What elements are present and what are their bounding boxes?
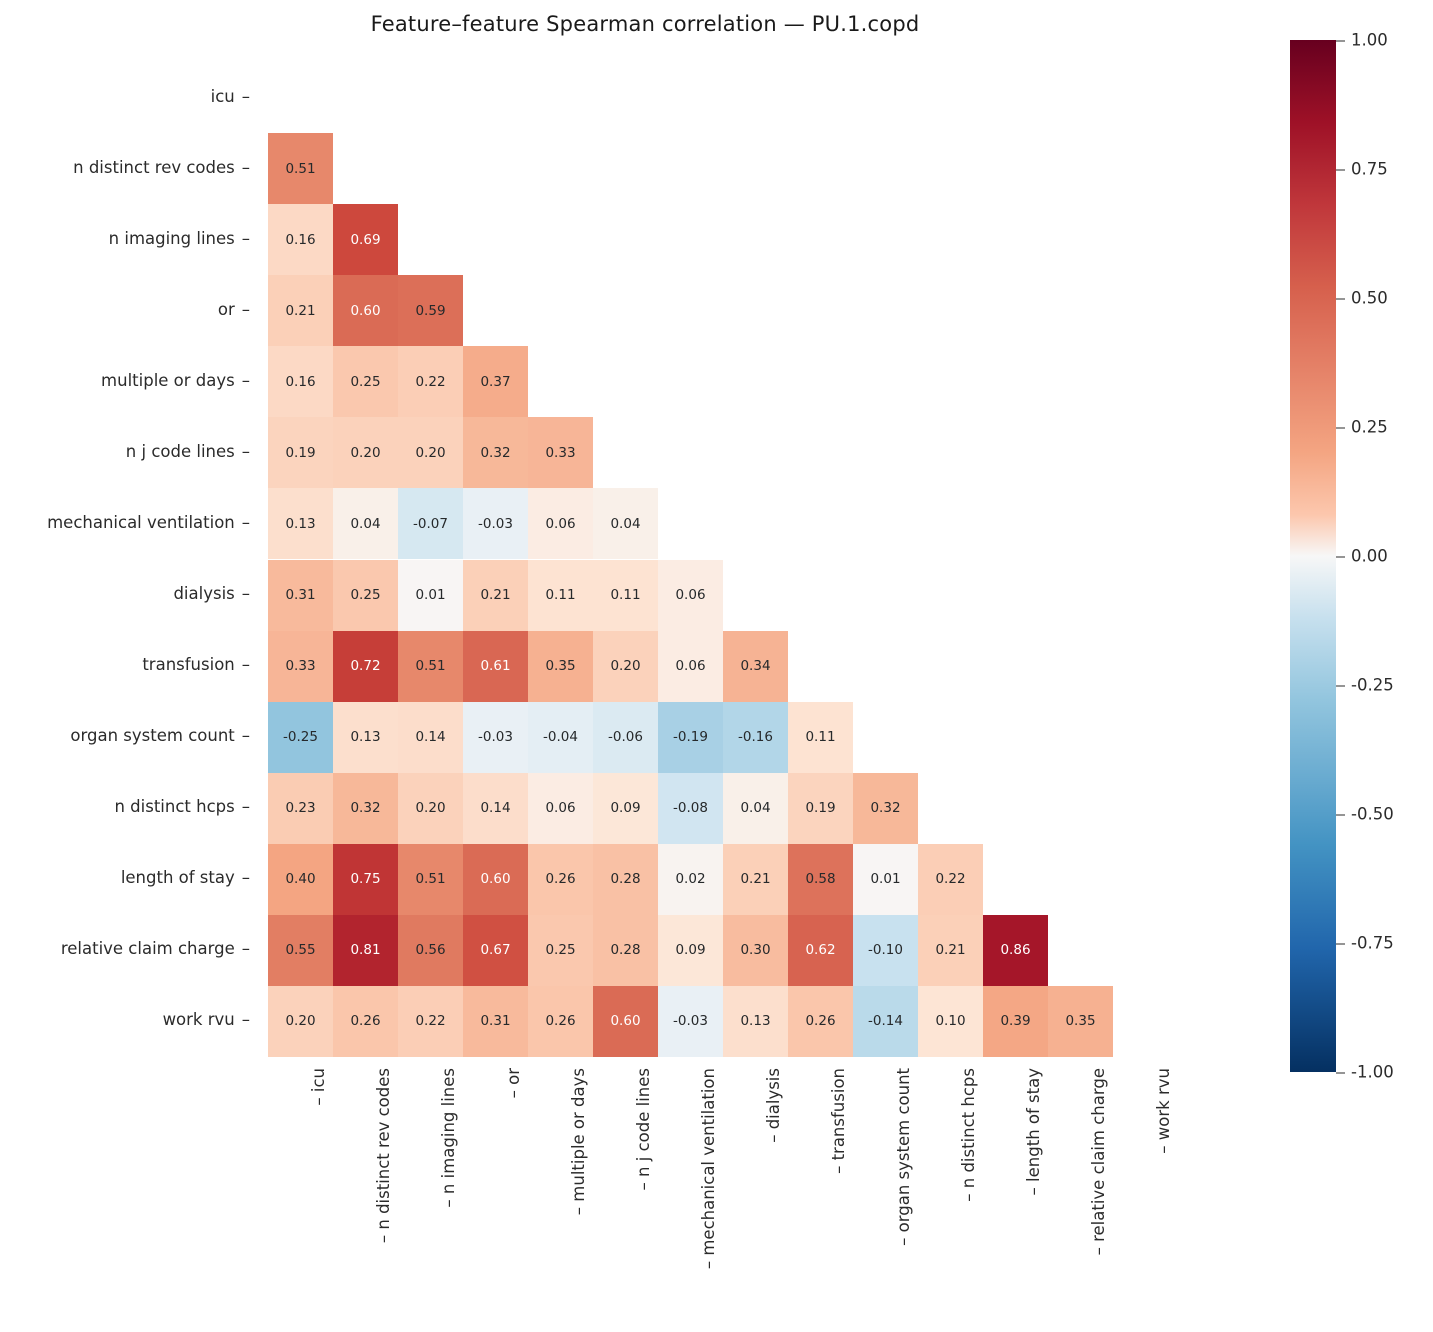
heatmap-cell: 0.26 (333, 986, 398, 1057)
heatmap-cell: 0.25 (333, 560, 398, 631)
colorbar-tick-label: 0.50 (1336, 289, 1388, 308)
heatmap-cell: 0.11 (788, 702, 853, 773)
heatmap-cell: 0.11 (593, 560, 658, 631)
y-axis-tick-label: mechanical ventilation – (47, 512, 250, 532)
heatmap-cell: 0.01 (398, 560, 463, 631)
heatmap-cell: 0.16 (268, 204, 333, 275)
colorbar-tick-label: 0.00 (1336, 547, 1388, 566)
x-axis-tick-label: – icu (308, 1068, 328, 1106)
y-axis-tick-label: organ system count – (70, 726, 250, 746)
heatmap-cell: 0.09 (593, 773, 658, 844)
heatmap-cell: 0.51 (398, 631, 463, 702)
x-axis-tick-label: – n distinct hcps (958, 1068, 978, 1202)
heatmap-cell: 0.31 (268, 560, 333, 631)
heatmap-cell: 0.19 (268, 417, 333, 488)
x-axis-tick-label: – n j code lines (633, 1068, 653, 1191)
heatmap-cell: 0.33 (268, 631, 333, 702)
heatmap-cell: 0.28 (593, 844, 658, 915)
chart-title: Feature–feature Spearman correlation — PU.1.copd (370, 12, 920, 36)
heatmap-cell: 0.06 (528, 773, 593, 844)
colorbar-tick-label: -0.75 (1336, 934, 1394, 953)
heatmap-cell: 0.13 (723, 986, 788, 1057)
heatmap-cell: 0.04 (593, 488, 658, 559)
heatmap-cell: 0.60 (333, 275, 398, 346)
x-axis-tick-label: – transfusion (828, 1068, 848, 1174)
heatmap-cell: 0.32 (333, 773, 398, 844)
y-axis-tick-label: relative claim charge – (60, 939, 250, 959)
heatmap-cell: 0.33 (528, 417, 593, 488)
x-axis-tick-label: – organ system count (893, 1068, 913, 1246)
colorbar-tick-label: -0.50 (1336, 805, 1394, 824)
heatmap-cell: 0.20 (593, 631, 658, 702)
heatmap-cell: 0.19 (788, 773, 853, 844)
heatmap-cell: 0.13 (268, 488, 333, 559)
y-axis-tick-label: dialysis – (173, 584, 250, 604)
y-axis-tick-label: or – (217, 299, 250, 319)
heatmap-cell: -0.08 (658, 773, 723, 844)
y-axis-tick-label: work rvu – (162, 1010, 250, 1030)
heatmap-cell: 0.20 (398, 773, 463, 844)
colorbar-tick-label: 0.75 (1336, 160, 1388, 179)
y-axis-tick-label: transfusion – (142, 655, 250, 675)
x-axis-tick-label: – relative claim charge (1088, 1068, 1108, 1256)
heatmap-cell: 0.26 (788, 986, 853, 1057)
heatmap-cell: 0.60 (463, 844, 528, 915)
heatmap-cell: 0.21 (463, 560, 528, 631)
heatmap-cell: 0.04 (333, 488, 398, 559)
heatmap-cell: -0.10 (853, 915, 918, 986)
heatmap-cell: 0.32 (463, 417, 528, 488)
heatmap-cell: 0.39 (983, 986, 1048, 1057)
heatmap-cell: 0.58 (788, 844, 853, 915)
heatmap-cell: 0.35 (1048, 986, 1113, 1057)
heatmap-cell: -0.04 (528, 702, 593, 773)
heatmap-cell: 0.30 (723, 915, 788, 986)
x-axis-tick-label: – length of stay (1023, 1068, 1043, 1196)
heatmap-cell: 0.72 (333, 631, 398, 702)
y-axis-tick-label: length of stay – (120, 868, 250, 888)
heatmap-cell: 0.10 (918, 986, 983, 1057)
heatmap-cell: 0.04 (723, 773, 788, 844)
heatmap-cell: 0.14 (398, 702, 463, 773)
heatmap-cell: 0.14 (463, 773, 528, 844)
heatmap-cell: 0.22 (398, 346, 463, 417)
heatmap-cell: 0.11 (528, 560, 593, 631)
heatmap-cell: 0.81 (333, 915, 398, 986)
heatmap-cell: 0.61 (463, 631, 528, 702)
x-axis-tick-label: – or (503, 1068, 523, 1099)
heatmap-cell: -0.03 (658, 986, 723, 1057)
heatmap-cell: -0.03 (463, 702, 528, 773)
heatmap-cell: 0.25 (333, 346, 398, 417)
heatmap-cell: 0.09 (658, 915, 723, 986)
heatmap-cell: -0.16 (723, 702, 788, 773)
x-axis-tick-label: – n imaging lines (438, 1068, 458, 1208)
heatmap-cell: 0.34 (723, 631, 788, 702)
heatmap-cell: 0.55 (268, 915, 333, 986)
x-axis-tick-label: – mechanical ventilation (698, 1068, 718, 1270)
heatmap-cell: 0.56 (398, 915, 463, 986)
heatmap-cell: 0.59 (398, 275, 463, 346)
colorbar-gradient (1290, 40, 1336, 1072)
heatmap-cell: 0.22 (398, 986, 463, 1057)
heatmap-cell: 0.26 (528, 844, 593, 915)
heatmap-cell: 0.67 (463, 915, 528, 986)
heatmap-cell: 0.62 (788, 915, 853, 986)
x-axis-tick-label: – work rvu (1153, 1068, 1173, 1154)
heatmap-cell: -0.03 (463, 488, 528, 559)
heatmap-cell: 0.69 (333, 204, 398, 275)
heatmap-cell: 0.86 (983, 915, 1048, 986)
y-axis-tick-label: multiple or days – (101, 370, 250, 390)
heatmap-cell: 0.37 (463, 346, 528, 417)
y-axis-tick-label: icu – (210, 86, 250, 106)
heatmap-cell: -0.07 (398, 488, 463, 559)
x-axis-tick-label: – dialysis (763, 1068, 783, 1143)
heatmap-cell: -0.14 (853, 986, 918, 1057)
heatmap-cell: 0.40 (268, 844, 333, 915)
x-axis-tick-label: – n distinct rev codes (373, 1068, 393, 1244)
heatmap-cell: 0.21 (918, 915, 983, 986)
y-axis-tick-label: n distinct hcps – (114, 797, 250, 817)
heatmap-cell: 0.02 (658, 844, 723, 915)
heatmap-cell: 0.51 (398, 844, 463, 915)
heatmap-cell: 0.32 (853, 773, 918, 844)
heatmap-cell: 0.31 (463, 986, 528, 1057)
heatmap-cell: 0.25 (528, 915, 593, 986)
heatmap-cell: 0.20 (398, 417, 463, 488)
heatmap-cell: 0.06 (658, 631, 723, 702)
heatmap-cell: 0.21 (268, 275, 333, 346)
heatmap-cell: 0.01 (853, 844, 918, 915)
heatmap-cell: 0.21 (723, 844, 788, 915)
x-axis-tick-label: – multiple or days (568, 1068, 588, 1216)
heatmap-grid (268, 62, 1178, 1057)
colorbar-tick-label: 0.25 (1336, 418, 1388, 437)
colorbar-tick-label: -0.25 (1336, 676, 1394, 695)
y-axis-tick-label: n distinct rev codes – (73, 157, 250, 177)
y-axis-tick-label: n j code lines – (125, 441, 250, 461)
heatmap-cell: -0.25 (268, 702, 333, 773)
heatmap-cell: 0.51 (268, 133, 333, 204)
colorbar-tick-label: -1.00 (1336, 1063, 1394, 1082)
heatmap-cell: 0.26 (528, 986, 593, 1057)
heatmap-cell: 0.28 (593, 915, 658, 986)
colorbar-tick-label: 1.00 (1336, 31, 1388, 50)
heatmap-cell: 0.22 (918, 844, 983, 915)
heatmap-cell: 0.06 (658, 560, 723, 631)
heatmap-cell: 0.06 (528, 488, 593, 559)
heatmap-cell: -0.06 (593, 702, 658, 773)
heatmap-cell: 0.35 (528, 631, 593, 702)
y-axis-tick-label: n imaging lines – (108, 228, 250, 248)
colorbar (1290, 30, 1394, 1082)
heatmap-cell: 0.16 (268, 346, 333, 417)
heatmap-cell: -0.19 (658, 702, 723, 773)
heatmap-cell: 0.60 (593, 986, 658, 1057)
heatmap-cell: 0.13 (333, 702, 398, 773)
heatmap-cell: 0.20 (333, 417, 398, 488)
heatmap-cell: 0.23 (268, 773, 333, 844)
heatmap-cell: 0.20 (268, 986, 333, 1057)
heatmap-cell: 0.75 (333, 844, 398, 915)
